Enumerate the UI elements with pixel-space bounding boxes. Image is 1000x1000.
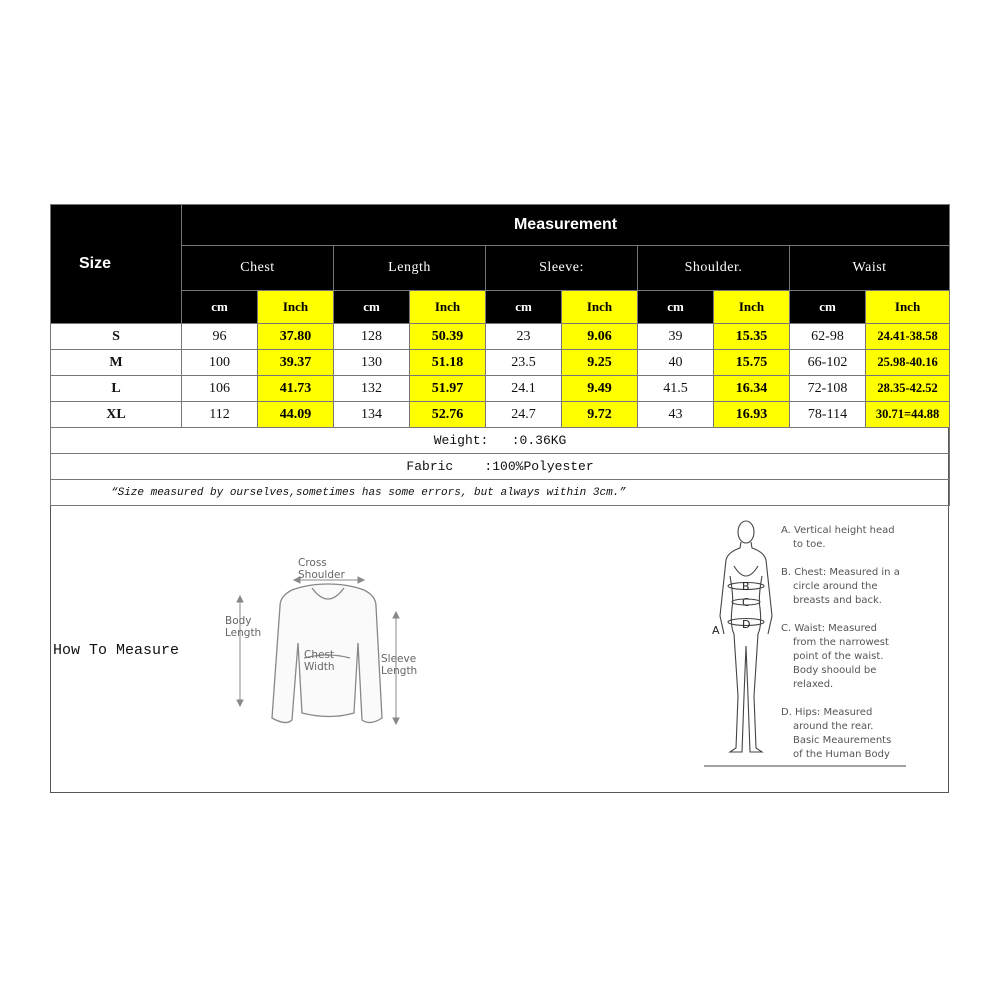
weight-row: Weight: :0.36KG xyxy=(51,428,950,454)
inch-cell: 9.25 xyxy=(562,350,638,376)
note-line: of the Human Body xyxy=(793,749,890,760)
note-line: circle around the xyxy=(793,581,878,592)
cm-cell: 41.5 xyxy=(638,376,714,402)
measurement-header: Measurement xyxy=(182,205,950,246)
table-row xyxy=(51,350,950,376)
cm-cell: 128 xyxy=(334,324,410,350)
note-line: Body shoould be xyxy=(793,665,877,676)
note-line: A. Vertical height head xyxy=(781,525,895,536)
unit-inch: Inch xyxy=(258,291,334,324)
note-line: point of the waist. xyxy=(793,651,884,662)
inch-cell: 15.35 xyxy=(714,324,790,350)
cm-cell: 106 xyxy=(182,376,258,402)
inch-cell: 50.39 xyxy=(410,324,486,350)
cm-cell: 62-98 xyxy=(790,324,866,350)
note-line: C. Waist: Measured xyxy=(781,623,878,634)
note-line: relaxed. xyxy=(793,679,834,690)
cm-cell: 112 xyxy=(182,402,258,428)
note-line: D. Hips: Measured xyxy=(781,707,873,718)
group-waist: Waist xyxy=(790,246,950,291)
cm-cell: 40 xyxy=(638,350,714,376)
size-cell: M xyxy=(51,350,182,376)
body-note-b xyxy=(781,566,900,608)
cm-cell: 39 xyxy=(638,324,714,350)
note-line: from the narrowest xyxy=(793,637,889,648)
label-body-length: Length xyxy=(225,627,262,639)
letter-c: C xyxy=(742,596,750,609)
size-note: “Size measured by ourselves,sometimes has some errors, but always within 3cm.” xyxy=(51,480,950,506)
label-chest: Chest xyxy=(304,649,335,661)
label-width: Width xyxy=(304,661,335,673)
cm-cell: 130 xyxy=(334,350,410,376)
body-note-a xyxy=(781,524,895,552)
inch-cell: 15.75 xyxy=(714,350,790,376)
inch-cell: 9.49 xyxy=(562,376,638,402)
inch-cell: 24.41-38.58 xyxy=(866,324,950,350)
size-cell: S xyxy=(51,324,182,350)
note-line: to toe. xyxy=(793,539,826,550)
inch-cell: 9.72 xyxy=(562,402,638,428)
table-row xyxy=(51,402,950,428)
unit-inch: Inch xyxy=(562,291,638,324)
unit-cm: cm xyxy=(182,291,258,324)
unit-inch: Inch xyxy=(410,291,486,324)
inch-cell: 52.76 xyxy=(410,402,486,428)
table-row xyxy=(51,324,950,350)
group-sleeve: Sleeve: xyxy=(486,246,638,291)
cm-cell: 24.7 xyxy=(486,402,562,428)
size-cell: L xyxy=(51,376,182,402)
fabric-row: Fabric :100%Polyester xyxy=(51,454,950,480)
inch-cell: 9.06 xyxy=(562,324,638,350)
cm-cell: 24.1 xyxy=(486,376,562,402)
sweater-measure-diagram xyxy=(220,548,430,738)
note-line: breasts and back. xyxy=(793,595,882,606)
body-note-c xyxy=(781,622,889,692)
label-cross: Cross xyxy=(298,557,327,569)
inch-cell: 44.09 xyxy=(258,402,334,428)
inch-cell: 16.93 xyxy=(714,402,790,428)
label-sleeve-length: Length xyxy=(381,665,418,677)
group-length: Length xyxy=(334,246,486,291)
inch-cell: 39.37 xyxy=(258,350,334,376)
note-line: Basic Meaurements xyxy=(793,735,892,746)
cm-cell: 78-114 xyxy=(790,402,866,428)
unit-inch: Inch xyxy=(714,291,790,324)
table-row xyxy=(51,376,950,402)
inch-cell: 41.73 xyxy=(258,376,334,402)
letter-a: A xyxy=(712,624,720,637)
cm-cell: 23.5 xyxy=(486,350,562,376)
unit-cm: cm xyxy=(790,291,866,324)
body-note-d xyxy=(781,706,891,762)
cm-cell: 23 xyxy=(486,324,562,350)
size-header: Size xyxy=(51,205,182,324)
label-shoulder: Shoulder xyxy=(298,569,345,581)
group-shoulder: Shoulder. xyxy=(638,246,790,291)
inch-cell: 25.98-40.16 xyxy=(866,350,950,376)
note-line: around the rear. xyxy=(793,721,874,732)
cm-cell: 72-108 xyxy=(790,376,866,402)
unit-cm: cm xyxy=(486,291,562,324)
unit-cm: cm xyxy=(638,291,714,324)
cm-cell: 43 xyxy=(638,402,714,428)
group-chest: Chest xyxy=(182,246,334,291)
size-table xyxy=(50,204,950,506)
note-line: B. Chest: Measured in a xyxy=(781,567,900,578)
unit-cm: cm xyxy=(334,291,410,324)
label-body: Body xyxy=(225,615,252,627)
inch-cell: 37.80 xyxy=(258,324,334,350)
label-sleeve: Sleeve xyxy=(381,653,417,665)
letter-d: D xyxy=(742,618,751,631)
cm-cell: 132 xyxy=(334,376,410,402)
inch-cell: 28.35-42.52 xyxy=(866,376,950,402)
letter-b: B xyxy=(742,580,750,593)
inch-cell: 16.34 xyxy=(714,376,790,402)
inch-cell: 51.18 xyxy=(410,350,486,376)
inch-cell: 30.71=44.88 xyxy=(866,402,950,428)
cm-cell: 66-102 xyxy=(790,350,866,376)
inch-cell: 51.97 xyxy=(410,376,486,402)
cm-cell: 96 xyxy=(182,324,258,350)
cm-cell: 100 xyxy=(182,350,258,376)
unit-inch: Inch xyxy=(866,291,950,324)
cm-cell: 134 xyxy=(334,402,410,428)
size-cell: XL xyxy=(51,402,182,428)
how-to-measure-label: How To Measure xyxy=(53,642,180,659)
